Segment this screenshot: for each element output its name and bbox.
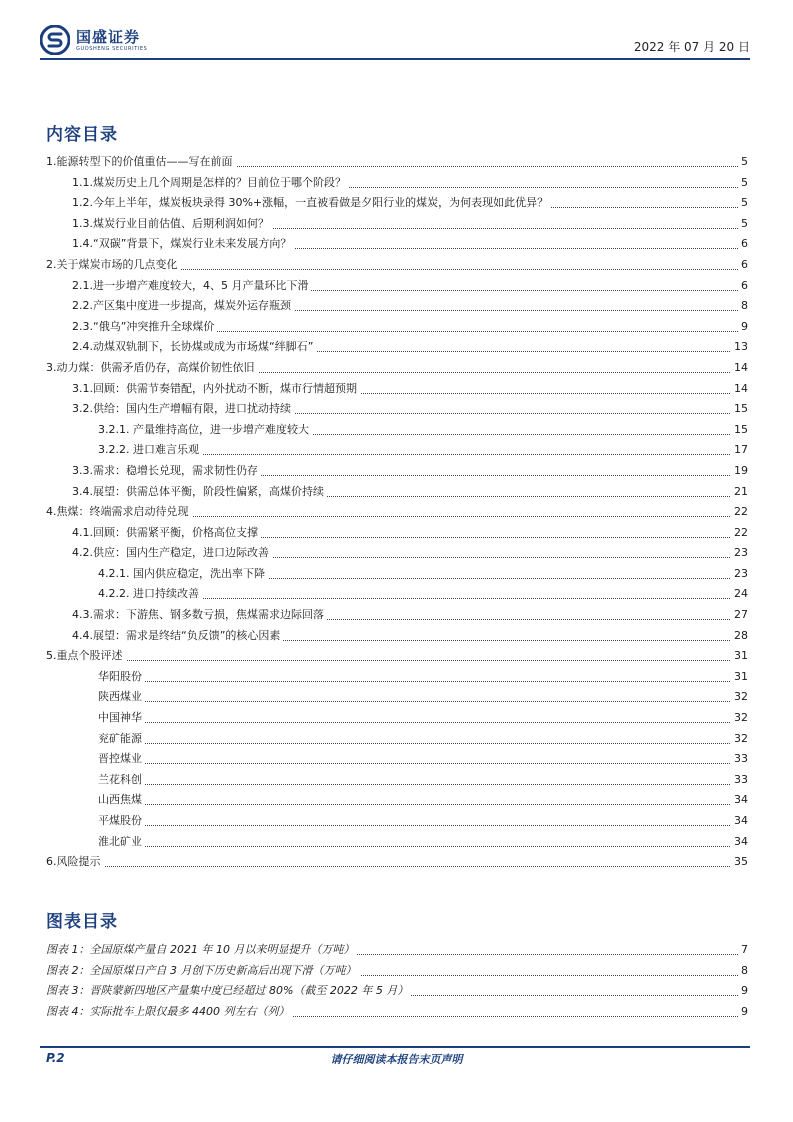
toc-entry[interactable]: [46, 523, 748, 544]
toc-entry-title: 3.1.回顾：供需节奏错配，内外扰动不断，煤市行情超预期: [72, 379, 360, 400]
toc-entry-page: 31: [731, 667, 748, 688]
toc-entry-page: 22: [731, 523, 748, 544]
toc-entry-page: 31: [731, 646, 748, 667]
toc-entry-title: 2.4.动煤双轨制下，长协煤或成为市场煤“绊脚石”: [72, 337, 316, 358]
toc-entry[interactable]: [46, 317, 748, 338]
page-number: P.2: [46, 1051, 65, 1065]
toc-entry[interactable]: [46, 646, 748, 667]
toc-entry-page: 21: [731, 482, 748, 503]
toc-entry-page: 5: [738, 173, 748, 194]
toc-entry-page: 22: [731, 502, 748, 523]
dot-leader: [98, 846, 748, 847]
toc-entry-title: 陕西煤业: [98, 687, 145, 708]
toc-entry[interactable]: [46, 358, 748, 379]
toc-entry-title: 淮北矿业: [98, 832, 145, 853]
dot-leader: [98, 701, 748, 702]
toc-entry[interactable]: [46, 832, 748, 853]
figure-entry-title: 图表 2：全国原煤日产自 3 月创下历史新高后出现下滑（万吨）: [46, 961, 360, 982]
toc-entry-title: 4.2.2. 进口持续改善: [98, 584, 202, 605]
toc-entry-page: 27: [731, 605, 748, 626]
dot-leader: [98, 763, 748, 764]
toc-entry-page: 23: [731, 543, 748, 564]
toc-entry-title: 晋控煤业: [98, 749, 145, 770]
toc-entry[interactable]: [46, 749, 748, 770]
figure-entry-title: 图表 3：晋陕蒙新四地区产量集中度已经超过 80%（截至 2022 年 5 月）: [46, 981, 411, 1002]
toc-entry-title: 4.1.回顾：供需紧平衡，价格高位支撑: [72, 523, 261, 544]
figure-entry-title: 图表 4：实际批车上限仅最多 4400 列左右（列）: [46, 1002, 292, 1023]
figure-entry[interactable]: [46, 981, 748, 1002]
toc-entry-title: 4.4.展望：需求是终结“负反馈”的核心因素: [72, 626, 283, 647]
toc-entry-page: 8: [738, 296, 748, 317]
figure-entry[interactable]: [46, 1002, 748, 1023]
toc-entry-title: 2.关于煤炭市场的几点变化: [46, 255, 181, 276]
toc-entry[interactable]: [46, 440, 748, 461]
dot-leader: [98, 743, 748, 744]
toc-entry[interactable]: [46, 214, 748, 235]
toc-entry-title: 4.焦煤：终端需求启动待兑现: [46, 502, 192, 523]
toc-entry[interactable]: [46, 626, 748, 647]
toc-entry-page: 5: [738, 193, 748, 214]
company-logo: [40, 22, 147, 58]
toc-entry[interactable]: [46, 502, 748, 523]
toc-entry-title: 1.3.煤炭行业目前估值、后期利润如何？: [72, 214, 272, 235]
toc-entry[interactable]: [46, 193, 748, 214]
toc-entry-page: 15: [731, 399, 748, 420]
toc-entry[interactable]: [46, 543, 748, 564]
toc-entry-page: 5: [738, 152, 748, 173]
toc-entry-title: 2.3.“俄乌”冲突推升全球煤价: [72, 317, 217, 338]
report-date: 2022 年 07 月 20 日: [633, 40, 750, 54]
toc-entry[interactable]: [46, 461, 748, 482]
toc-entry-title: 3.2.1. 产量维持高位，进一步增产难度较大: [98, 420, 312, 441]
logo-english-name: GUOSHENG SECURITIES: [76, 45, 148, 52]
toc-entry-title: 3.2.2. 进口难言乐观: [98, 440, 202, 461]
toc-entry[interactable]: [46, 152, 748, 173]
toc-entry[interactable]: [46, 564, 748, 585]
toc-entry-title: 6.风险提示: [46, 852, 104, 873]
toc-entry-title: 3.3.需求：稳增长兑现，需求韧性仍存: [72, 461, 261, 482]
toc-entry-title: 山西焦煤: [98, 790, 145, 811]
dot-leader: [46, 866, 748, 867]
toc-entry-title: 3.动力煤：供需矛盾仍存，高煤价韧性依旧: [46, 358, 258, 379]
toc-entry-title: 1.4.“双碳”背景下，煤炭行业未来发展方向？: [72, 234, 294, 255]
toc-entry[interactable]: [46, 399, 748, 420]
figure-index-title: 图表目录: [46, 912, 118, 932]
toc-entry-title: 4.3.需求：下游焦、钢多数亏损，焦煤需求边际回落: [72, 605, 327, 626]
toc-entry[interactable]: [46, 584, 748, 605]
toc-entry[interactable]: [46, 790, 748, 811]
toc-entry-page: 23: [731, 564, 748, 585]
toc-entry-title: 兰花科创: [98, 770, 145, 791]
figure-entry[interactable]: [46, 940, 748, 961]
toc-entry[interactable]: [46, 255, 748, 276]
toc-entry[interactable]: [46, 811, 748, 832]
dot-leader: [98, 681, 748, 682]
toc-entry-title: 1.1.煤炭历史上几个周期是怎样的？目前位于哪个阶段？: [72, 173, 349, 194]
figure-entry[interactable]: [46, 961, 748, 982]
dot-leader: [98, 784, 748, 785]
figure-entry-page: 8: [738, 961, 748, 982]
toc-entry[interactable]: [46, 667, 748, 688]
toc-entry-page: 34: [731, 811, 748, 832]
toc-entry-page: 33: [731, 749, 748, 770]
toc-entry-page: 15: [731, 420, 748, 441]
toc-entry-page: 32: [731, 687, 748, 708]
dot-leader: [46, 660, 748, 661]
guosheng-logo-icon: [40, 25, 70, 55]
toc-entry-title: 2.2.产区集中度进一步提高，煤炭外运存瓶颈: [72, 296, 294, 317]
figure-entry-title: 图表 1：全国原煤产量自 2021 年 10 月以来明显提升（万吨）: [46, 940, 357, 961]
toc-entry[interactable]: [46, 605, 748, 626]
toc-entry-title: 兖矿能源: [98, 729, 145, 750]
toc-entry[interactable]: [46, 770, 748, 791]
dot-leader: [98, 722, 748, 723]
toc-entry[interactable]: [46, 482, 748, 503]
toc-entry-title: 4.2.1. 国内供应稳定，洗出率下降: [98, 564, 268, 585]
toc-entry[interactable]: [46, 296, 748, 317]
toc-entry[interactable]: [46, 708, 748, 729]
figure-entry-page: 7: [738, 940, 748, 961]
toc-entry[interactable]: [46, 852, 748, 873]
toc-entry-page: 9: [738, 317, 748, 338]
figure-index-list: [46, 940, 748, 1022]
toc-entry[interactable]: [46, 337, 748, 358]
toc-entry-title: 华阳股份: [98, 667, 145, 688]
toc-entry-title: 1.能源转型下的价值重估——写在前面: [46, 152, 236, 173]
toc-entry-title: 1.2.今年上半年，煤炭板块录得 30%+涨幅，一直被看做是夕阳行业的煤炭，为何表现如此优异？: [72, 193, 551, 214]
toc-entry-page: 33: [731, 770, 748, 791]
toc-entry-page: 13: [731, 337, 748, 358]
toc-entry-title: 中国神华: [98, 708, 145, 729]
toc-entry-page: 6: [738, 255, 748, 276]
toc-entry-page: 17: [731, 440, 748, 461]
footer-divider: [40, 1046, 750, 1048]
toc-entry-page: 14: [731, 379, 748, 400]
toc-entry-page: 32: [731, 708, 748, 729]
toc-entry[interactable]: [46, 687, 748, 708]
toc-entry[interactable]: [46, 379, 748, 400]
toc-entry[interactable]: [46, 173, 748, 194]
toc-entry[interactable]: [46, 276, 748, 297]
toc-entry-page: 5: [738, 214, 748, 235]
toc-entry-title: 3.4.展望：供需总体平衡，阶段性偏紧，高煤价持续: [72, 482, 327, 503]
toc-entry-title: 5.重点个股评述: [46, 646, 126, 667]
page-header: [40, 22, 750, 62]
toc-entry-page: 34: [731, 832, 748, 853]
logo-chinese-name: 国盛证券: [76, 27, 141, 46]
figure-entry-page: 9: [738, 981, 748, 1002]
toc-entry-page: 6: [738, 234, 748, 255]
toc-entry-title: 3.2.供给：国内生产增幅有限，进口扰动持续: [72, 399, 294, 420]
toc-entry-title: 4.2.供应：国内生产稳定，进口边际改善: [72, 543, 272, 564]
toc-entry-page: 35: [731, 852, 748, 873]
toc-entry-page: 6: [738, 276, 748, 297]
disclaimer-note: 请仔细阅读本报告末页声明: [330, 1053, 463, 1066]
header-divider: [40, 58, 750, 60]
dot-leader: [98, 825, 748, 826]
figure-entry-page: 9: [738, 1002, 748, 1023]
toc-entry-page: 32: [731, 729, 748, 750]
toc-entry-page: 34: [731, 790, 748, 811]
toc-entry[interactable]: [46, 234, 748, 255]
toc-entry-page: 24: [731, 584, 748, 605]
toc-entry-title: 2.1.进一步增产难度较大，4、5 月产量环比下滑: [72, 276, 311, 297]
dot-leader: [98, 804, 748, 805]
toc-list: [46, 152, 748, 873]
toc-entry-page: 19: [731, 461, 748, 482]
toc-entry-title: 平煤股份: [98, 811, 145, 832]
toc-entry[interactable]: [46, 729, 748, 750]
toc-entry[interactable]: [46, 420, 748, 441]
toc-entry-page: 28: [731, 626, 748, 647]
toc-entry-page: 14: [731, 358, 748, 379]
toc-title: 内容目录: [46, 125, 118, 145]
